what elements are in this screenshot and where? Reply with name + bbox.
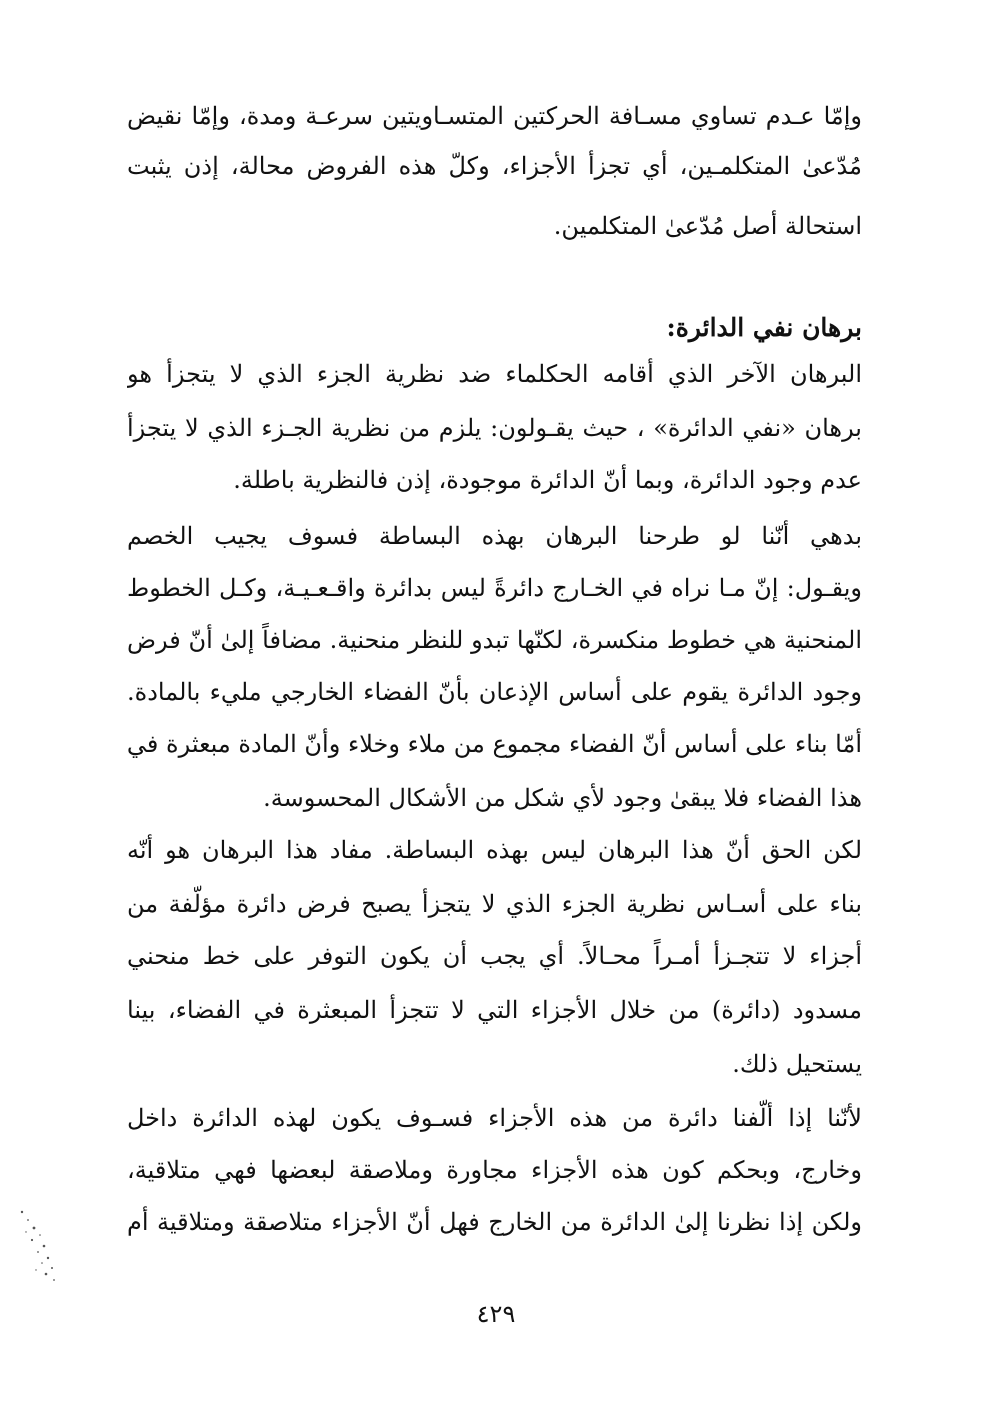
text-line: بناء على أسـاس نظرية الجزء الذي لا يتجزأ يصبح فرض دائرة مؤلّفة من [127, 890, 862, 918]
text-line: لكن الحق أنّ هذا البرهان ليس بهذه البساطة. مفاد هذا البرهان هو أنّه [127, 836, 862, 864]
page-number: ٤٢٩ [476, 1300, 516, 1328]
section-heading: برهان نفي الدائرة: [666, 313, 862, 342]
text-line: البرهان الآخر الذي أقامه الحكلماء ضد نظرية الجزء الذي لا يتجزأ هو [127, 360, 862, 388]
text-line: لأنّنا إذا ألّفنا دائرة من هذه الأجزاء فسـوف يكون لهذه الدائرة داخل [127, 1104, 862, 1132]
text-line: أجزاء لا تتجـزأ أمـراً محـالاً. أي يجب أن يكون التوفر على خط منحني [127, 942, 862, 970]
text-line: يستحيل ذلك. [732, 1050, 862, 1078]
text-line: وإمّا عـدم تساوي مسـافة الحركتين المتسـاويتين سرعـة ومدة، وإمّا نقيض [127, 102, 862, 130]
text-line: مسدود (دائرة) من خلال الأجزاء التي لا تتجزأ المبعثرة في الفضاء، بينا [127, 996, 862, 1024]
text-line: هذا الفضاء فلا يبقىٰ وجود لأي شكل من الأشكال المحسوسة. [263, 784, 862, 812]
text-line: أمّا بناء على أساس أنّ الفضاء مجموع من ملاء وخلاء وأنّ المادة مبعثرة في [127, 730, 862, 758]
text-line: مُدّعىٰ المتكلمـين، أي تجزأ الأجزاء، وكلّ هذه الفروض محالة، إذن يثبت [127, 152, 862, 180]
text-line: وجود الدائرة يقوم على أساس الإذعان بأنّ الفضاء الخارجي مليء بالمادة. [127, 678, 862, 706]
text-line: ويقـول: إنّ مـا نراه في الخـارج دائرةً ليس بدائرة واقـعـيـة، وكـل الخطوط [127, 574, 862, 602]
text-line: استحالة أصل مُدّعىٰ المتكلمين. [553, 212, 862, 240]
text-line: برهان «نفي الدائرة» ، حيث يقـولون: يلزم من نظرية الجـزء الذي لا يتجزأ [127, 414, 862, 442]
text-line: بدهي أنّنا لو طرحنا البرهان بهذه البساطة فسوف يجيب الخصم [127, 522, 862, 550]
text-line: المنحنية هي خطوط منكسرة، لكنّها تبدو للنظر منحنية. مضافاً إلىٰ أنّ فرض [127, 626, 862, 654]
text-line: عدم وجود الدائرة، وبما أنّ الدائرة موجودة، إذن فالنظرية باطلة. [233, 466, 862, 494]
scan-speckle [14, 1200, 64, 1290]
text-line: وخارج، وبحكم كون هذه الأجزاء مجاورة وملاصقة لبعضها فهي متلاقية، [127, 1156, 862, 1184]
text-line: ولكن إذا نظرنا إلىٰ الدائرة من الخارج فهل أنّ الأجزاء متلاصقة ومتلاقية أم [127, 1208, 862, 1236]
